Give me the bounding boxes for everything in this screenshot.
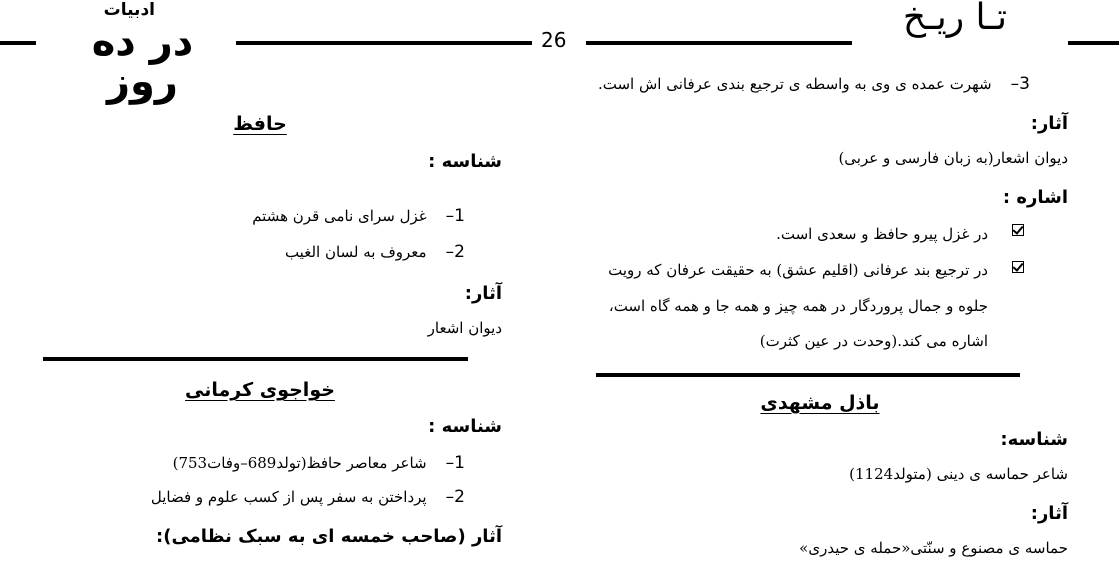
header-rule-mid-left	[236, 41, 532, 45]
list-item	[120, 453, 465, 473]
list-number: 2–	[445, 487, 465, 507]
list-item	[160, 242, 465, 262]
header-rule-right	[1068, 41, 1119, 45]
note-1: در غزل پیرو حافظ و سعدی است.	[776, 225, 988, 243]
poet-id-heading: شناسه:	[1000, 429, 1068, 450]
khajoo-works-heading: آثار (صاحب خمسه ای به سبک نظامی):	[156, 526, 502, 547]
header-rule-left	[0, 41, 36, 45]
note-2-line-3: اشاره می کند.(وحدت در عین کثرت)	[759, 332, 988, 350]
list-item	[120, 487, 465, 507]
works-heading: آثار:	[1030, 113, 1068, 134]
list-text: پرداختن به سفر پس از کسب علوم و فضایل	[150, 488, 427, 506]
checkbox-icon	[1012, 261, 1024, 273]
list-text: شهرت عمده ی وی به واسطه ی ترجیع بندی عرفانی اش است.	[597, 75, 992, 93]
header-rule-mid-right	[586, 41, 852, 45]
poet-works-heading: آثار:	[1030, 503, 1068, 524]
list-text: غزل سرای نامی قرن هشتم	[252, 207, 427, 225]
note-2-line-1: در ترجیع بند عرفانی (اقلیم عشق) به حقیقت عرفان که رویت	[608, 261, 988, 279]
list-number: 2–	[445, 242, 465, 262]
poet-title-khajoo: خواجوی کرمانی	[185, 379, 335, 401]
brand-logo-title: در ده روز	[91, 19, 194, 105]
list-number: 3–	[1010, 74, 1030, 94]
note-2-line-2: جلوه و جمال پروردگار در همه چیز و همه جا و همه گاه است،	[608, 297, 988, 315]
section-divider	[596, 373, 1020, 377]
notes-heading: اشاره :	[1002, 187, 1068, 208]
list-item	[160, 206, 465, 226]
section-divider	[43, 357, 468, 361]
section-title: تـا ريـخ	[902, 0, 1008, 38]
hafez-works-heading: آثار:	[464, 283, 502, 304]
poet-title-bazel: باذل مشهدی	[760, 392, 880, 414]
list-number: 1–	[445, 206, 465, 226]
list-text: معروف به لسان الغیب	[284, 243, 427, 261]
poet-title-hafez: حافظ	[233, 113, 287, 135]
list-item-3	[560, 74, 1030, 94]
poet-works-text: حماسه ی مصنوع و سنّتی«حمله ی حیدری»	[799, 539, 1068, 557]
hafez-id-heading: شناسه :	[428, 151, 502, 172]
hafez-works-text: دیوان اشعار	[427, 319, 502, 337]
poet-id-text: شاعر حماسه ی دینی (متولد1124)	[849, 465, 1068, 483]
checkbox-icon	[1012, 224, 1024, 236]
brand-small-label: ادبيات	[103, 0, 155, 20]
works-text: دیوان اشعار(به زبان فارسی و عربی)	[838, 149, 1068, 167]
page-number: 26	[541, 28, 567, 52]
list-number: 1–	[445, 453, 465, 473]
list-text: شاعر معاصر حافظ(تولد689–وفات753)	[172, 454, 427, 472]
khajoo-id-heading: شناسه :	[428, 416, 502, 437]
